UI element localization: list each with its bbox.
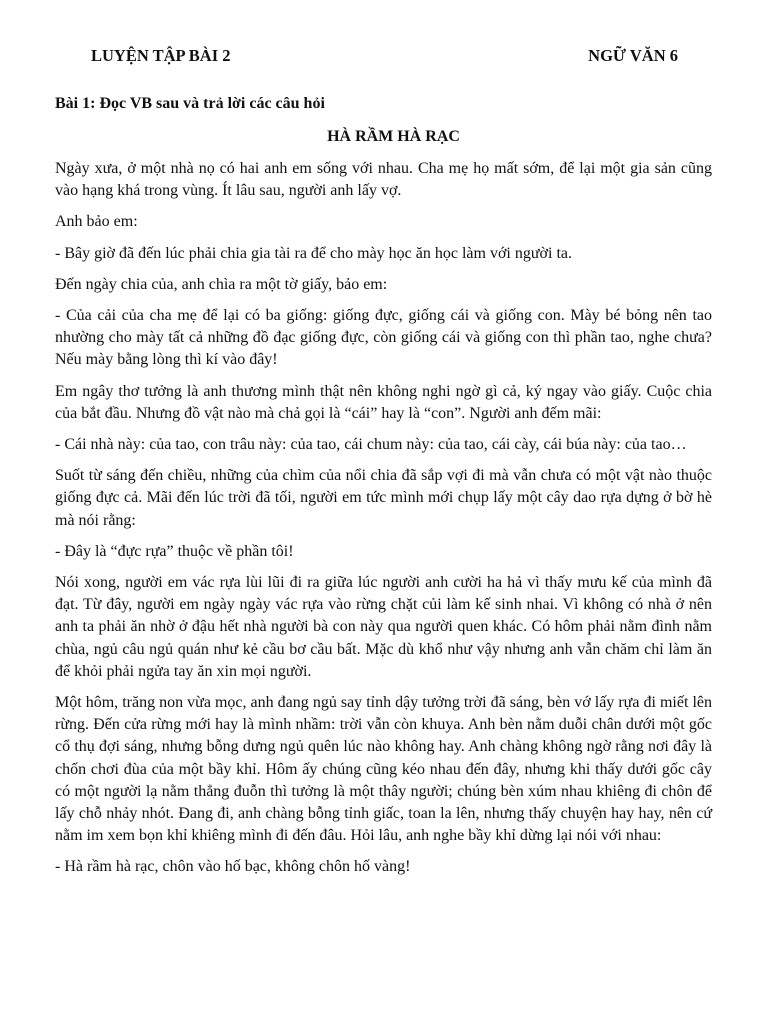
story-paragraph: Anh bảo em: (55, 213, 138, 231)
lesson-title: LUYỆN TẬP BÀI 2 (91, 46, 231, 65)
page-header (55, 40, 712, 72)
story-paragraph: - Đây là “đực rựa” thuộc về phần tôi! (55, 542, 294, 560)
story-title: HÀ RẦM HÀ RẠC (327, 128, 460, 145)
document-page (55, 40, 712, 879)
story-paragraph: - Bây giờ đã đến lúc phải chia gia tài ra để cho mày học ăn học làm với người ta. (55, 244, 572, 262)
story-paragraph: - Của cải của cha mẹ để lại có ba giống: giống đực, giống cái và giống con. Mày bé bỏng nên tao nhường cho mày tất cả những đồ đạc giống đực, còn giống cái và giống con thì phần tao, nghe chưa? Nếu mày bằng lòng thì kí vào đây! (55, 307, 712, 369)
story-paragraph: Suốt từ sáng đến chiều, những của chìm của nổi chia đã sắp vợi đi mà vẫn chưa có một vật nào thuộc giống đực cả. Mãi đến lúc trời đã tối, người em tức mình mới chụp lấy một cây dao rựa dựng ở bờ hè mà nói rằng: (55, 467, 712, 529)
story-paragraph: Ngày xưa, ở một nhà nọ có hai anh em sống với nhau. Cha mẹ họ mất sớm, để lại một gia sản cũng vào hạng khá trong vùng. Ít lâu sau, người anh lấy vợ. (55, 160, 712, 200)
story-paragraph: - Hà rầm hà rạc, chôn vào hố bạc, không chôn hố vàng! (55, 858, 411, 876)
story-paragraph: Đến ngày chia của, anh chìa ra một tờ giấy, bảo em: (55, 275, 388, 293)
story-paragraph: Nói xong, người em vác rựa lùi lũi đi ra giữa lúc người anh cười ha hả vì thấy mưu kế của mình đã đạt. Từ đây, người em ngày ngày vác rựa vào rừng chặt củi làm kế sinh nhai. Vì không có nhà ở nên anh ta phải ăn nhờ ở đậu hết nhà người bà con này qua người quen khác. Có hôm phải nằm đình nằm chùa, ngủ câu ngủ quán như kẻ cầu bơ cầu bất. Mặc dù khổ như vậy nhưng anh vẫn chăm chỉ làm ăn để khỏi phải ngửa tay ăn xin mọi người. (55, 574, 712, 680)
story-paragraph: Một hôm, trăng non vừa mọc, anh đang ngủ say tỉnh dậy tưởng trời đã sáng, bèn vớ lấy rựa đi miết lên rừng. Đến cửa rừng mới hay là mình nhầm: trời vẫn còn khuya. Anh bèn nằm duỗi chân dưới một gốc cổ thụ đợi sáng, nhưng bỗng dưng ngủ quên lúc nào không hay. Anh chàng không ngờ rằng nơi đây là chốn chơi đùa của một bầy khỉ. Hôm ấy chúng cũng kéo nhau đến đây, nhưng khi thấy dưới gốc cây có một người lạ nằm thẳng đuỗn thì tưởng là một thây người; chúng bèn xúm nhau khiêng đi chôn để lấy chỗ nhảy nhót. Đang đi, anh chàng bỗng tỉnh giấc, toan la lên, nhưng thấy chuyện hay hay, nên cứ nằm im xem bọn khỉ khiêng mình đi đến đâu. Hỏi lâu, anh nghe bầy khỉ dừng lại nói với nhau: (55, 694, 712, 845)
exercise-heading: Bài 1: Đọc VB sau và trả lời các câu hỏi (55, 95, 325, 112)
story-paragraph: Em ngây thơ tưởng là anh thương mình thật nên không nghi ngờ gì cả, ký ngay vào giấy. Cuộc chia của bắt đầu. Nhưng đồ vật nào mà chả gọi là “cái” hay là “con”. Người anh đếm mãi: (55, 382, 712, 422)
subject-title: NGỮ VĂN 6 (588, 46, 678, 65)
story-paragraph: - Cái nhà này: của tao, con trâu này: của tao, cái chum này: của tao, cái cày, cái búa này: của tao… (55, 436, 687, 454)
